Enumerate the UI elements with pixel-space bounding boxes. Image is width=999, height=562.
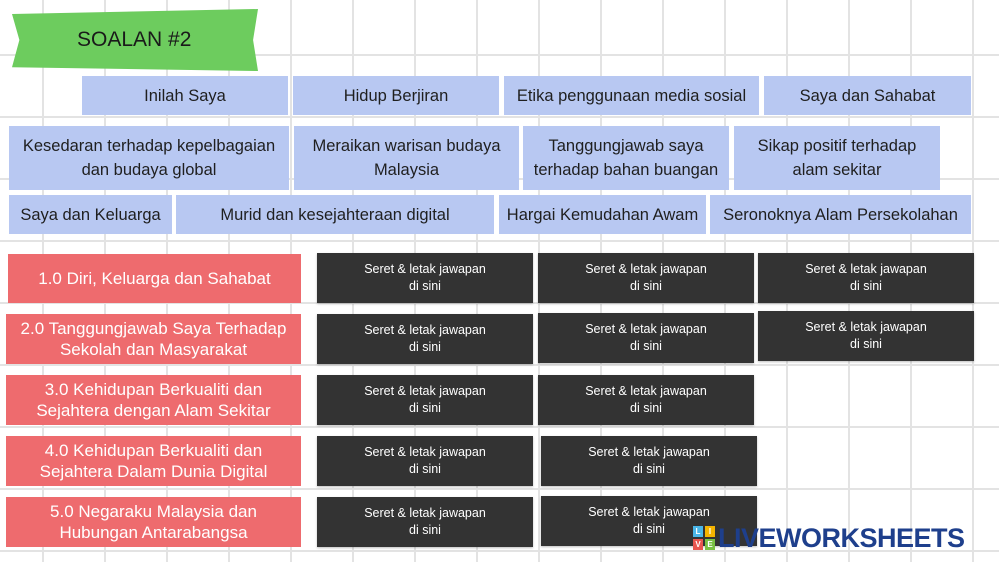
logo-letter-l: L bbox=[693, 526, 703, 537]
answer-card-kesejahteraan-digital[interactable]: Murid dan kesejahteraan digital bbox=[176, 195, 494, 234]
drop-zone[interactable]: Seret & letak jawapan di sini bbox=[317, 253, 533, 303]
answer-card-etika-media-sosial[interactable]: Etika penggunaan media sosial bbox=[504, 76, 759, 115]
category-1-label: 1.0 Diri, Keluarga dan Sahabat bbox=[8, 254, 301, 303]
logo-letter-e: E bbox=[705, 539, 715, 550]
answer-card-hidup-berjiran[interactable]: Hidup Berjiran bbox=[293, 76, 499, 115]
category-5-label: 5.0 Negaraku Malaysia dan Hubungan Antarabangsa bbox=[6, 497, 301, 547]
drop-zone[interactable]: Seret & letak jawapan di sini bbox=[758, 253, 974, 303]
page-title: SOALAN #2 bbox=[77, 28, 192, 51]
category-2-label: 2.0 Tanggungjawab Saya Terhadap Sekolah dan Masyarakat bbox=[6, 314, 301, 364]
drop-zone[interactable]: Seret & letak jawapan di sini bbox=[758, 311, 974, 361]
logo-letter-i: I bbox=[705, 526, 715, 537]
answer-card-alam-sekitar[interactable]: Sikap positif terhadap alam sekitar bbox=[734, 126, 940, 190]
category-3-label: 3.0 Kehidupan Berkualiti dan Sejahtera dengan Alam Sekitar bbox=[6, 375, 301, 425]
logo-letter-v: V bbox=[693, 539, 703, 550]
answer-card-kemudahan-awam[interactable]: Hargai Kemudahan Awam bbox=[499, 195, 706, 234]
drop-zone[interactable]: Seret & letak jawapan di sini bbox=[538, 375, 754, 425]
answer-card-saya-dan-keluarga[interactable]: Saya dan Keluarga bbox=[9, 195, 172, 234]
drop-zone[interactable]: Seret & letak jawapan di sini bbox=[317, 375, 533, 425]
answer-card-warisan-budaya[interactable]: Meraikan warisan budaya Malaysia bbox=[294, 126, 519, 190]
drop-zone[interactable]: Seret & letak jawapan di sini bbox=[538, 253, 754, 303]
answer-card-inilah-saya[interactable]: Inilah Saya bbox=[82, 76, 288, 115]
answer-card-bahan-buangan[interactable]: Tanggungjawab saya terhadap bahan buangan bbox=[523, 126, 729, 190]
liveworksheets-logo bbox=[693, 523, 965, 553]
drop-zone[interactable]: Seret & letak jawapan di sini bbox=[541, 436, 757, 486]
drop-zone[interactable]: Seret & letak jawapan di sini bbox=[538, 313, 754, 363]
drop-zone[interactable]: Seret & letak jawapan di sini bbox=[317, 497, 533, 547]
drop-zone[interactable]: Seret & letak jawapan di sini bbox=[317, 436, 533, 486]
category-4-label: 4.0 Kehidupan Berkualiti dan Sejahtera Dalam Dunia Digital bbox=[6, 436, 301, 486]
answer-card-saya-dan-sahabat[interactable]: Saya dan Sahabat bbox=[764, 76, 971, 115]
logo-letter-blocks bbox=[693, 526, 715, 550]
logo-text: LIVEWORKSHEETS bbox=[718, 522, 965, 553]
drop-zone[interactable]: Seret & letak jawapan di sini bbox=[317, 314, 533, 364]
answer-card-alam-persekolahan[interactable]: Seronoknya Alam Persekolahan bbox=[710, 195, 971, 234]
answer-card-kesedaran-budaya-global[interactable]: Kesedaran terhadap kepelbagaian dan budaya global bbox=[9, 126, 289, 190]
drop-zone[interactable]: Seret & letak jawapan di sini bbox=[541, 496, 757, 546]
